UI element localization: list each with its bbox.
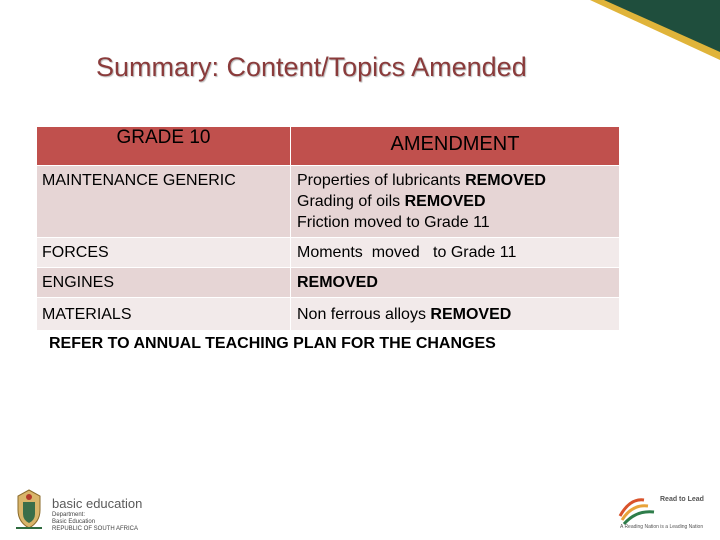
page-title: Summary: Content/Topics Amended (96, 52, 527, 82)
org-sub-line: Basic Education (52, 519, 96, 525)
amendment-cell (291, 268, 620, 298)
read-to-lead-logo (612, 476, 716, 536)
coat-of-arms-icon (12, 488, 46, 532)
book-icon (616, 492, 662, 526)
table-row (37, 298, 620, 331)
header-amendment: AMENDMENT (291, 127, 620, 166)
topic-cell: FORCES (37, 238, 291, 268)
table-note-row (37, 331, 620, 360)
amendment-text: Properties of lubricants (297, 172, 466, 189)
amendment-text: Friction moved to Grade 11 (297, 214, 490, 231)
amendment-cell (291, 238, 620, 268)
topic-cell: MAINTENANCE GENERIC (37, 166, 291, 238)
amendment-cell (291, 166, 620, 238)
removed-label: REMOVED (430, 306, 512, 323)
amendment-text: Moments moved to Grade 11 (297, 244, 517, 261)
amendment-text: Grading of oils (297, 193, 405, 210)
table-note: REFER TO ANNUAL TEACHING PLAN FOR THE CHANGES (37, 331, 620, 360)
table-row (37, 268, 620, 298)
removed-label: REMOVED (297, 274, 378, 291)
department-logo (12, 488, 212, 532)
amendment-line (297, 170, 615, 191)
org-name: basic education (52, 496, 143, 511)
removed-label: REMOVED (404, 193, 486, 210)
read-to-lead-heading: Read to Lead (660, 496, 704, 503)
topic-cell: ENGINES (37, 268, 291, 298)
read-to-lead-tagline: A Reading Nation is a Leading Nation (620, 524, 704, 530)
amendment-text: Non ferrous alloys (297, 306, 431, 323)
org-sub-line: Department: (52, 512, 86, 518)
org-sub-line: REPUBLIC OF SOUTH AFRICA (52, 526, 139, 532)
table-row (37, 166, 620, 238)
corner-decoration (520, 0, 720, 60)
table-header-row (37, 127, 620, 166)
removed-label: REMOVED (465, 172, 546, 189)
amendment-line (297, 191, 615, 212)
table-row (37, 238, 620, 268)
amendment-line (297, 212, 615, 233)
amendment-table (36, 126, 620, 360)
topic-cell: MATERIALS (37, 298, 291, 331)
amendment-cell (291, 298, 620, 331)
header-grade: GRADE 10 (37, 127, 291, 166)
